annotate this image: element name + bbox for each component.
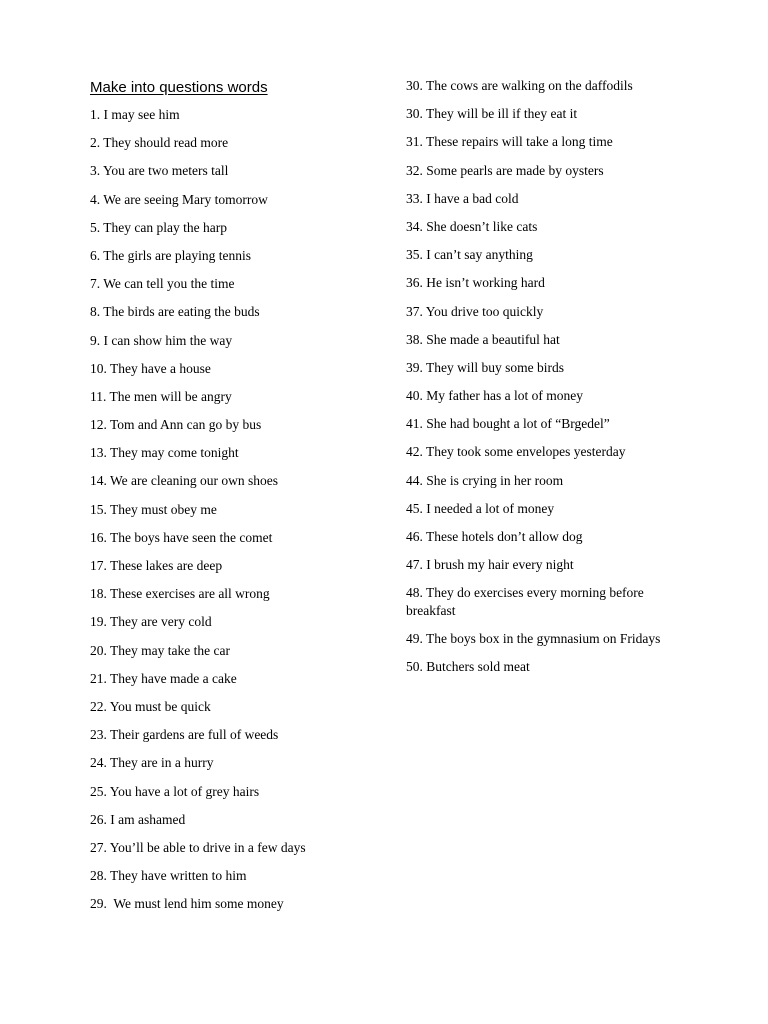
list-item: 3. You are two meters tall bbox=[90, 163, 229, 179]
right-column bbox=[406, 77, 696, 686]
page-title: Make into questions words bbox=[90, 79, 268, 96]
left-column bbox=[90, 78, 390, 923]
list-item: 9. I can show him the way bbox=[90, 332, 233, 348]
list-item: 28. They have written to him bbox=[90, 868, 247, 884]
list-item: 26. I am ashamed bbox=[90, 811, 186, 827]
list-item: 44. She is crying in her room bbox=[406, 472, 564, 488]
list-item: 24. They are in a hurry bbox=[90, 755, 214, 771]
list-item: 18. These exercises are all wrong bbox=[90, 586, 270, 602]
list-item: 39. They will buy some birds bbox=[406, 359, 564, 375]
list-item: 5. They can play the harp bbox=[90, 219, 227, 235]
list-item: 32. Some pearls are made by oysters bbox=[406, 162, 604, 178]
list-item: 38. She made a beautiful hat bbox=[406, 331, 560, 347]
list-item: 47. I brush my hair every night bbox=[406, 557, 574, 573]
right-sentence-list bbox=[406, 77, 696, 676]
list-item: 14. We are cleaning our own shoes bbox=[90, 473, 278, 489]
list-item: 4. We are seeing Mary tomorrow bbox=[90, 191, 268, 207]
list-item: 45. I needed a lot of money bbox=[406, 500, 555, 516]
list-item: 12. Tom and Ann can go by bus bbox=[90, 417, 262, 433]
list-item: 30. The cows are walking on the daffodils bbox=[406, 78, 633, 93]
list-item: 15. They must obey me bbox=[90, 501, 217, 517]
list-item: 23. Their gardens are full of weeds bbox=[90, 727, 279, 743]
list-item: 29. We must lend him some money bbox=[90, 896, 284, 912]
list-item: 16. The boys have seen the comet bbox=[90, 529, 273, 545]
list-item: 8. The birds are eating the buds bbox=[90, 304, 260, 320]
list-item: 40. My father has a lot of money bbox=[406, 388, 583, 404]
list-item: 27. You’ll be able to drive in a few days bbox=[90, 839, 306, 855]
list-item: 33. I have a bad cold bbox=[406, 190, 519, 206]
list-item: 49. The boys box in the gymnasium on Fridays bbox=[406, 631, 661, 647]
list-item: 22. You must be quick bbox=[90, 698, 211, 714]
list-item: 34. She doesn’t like cats bbox=[406, 218, 538, 234]
list-item: 11. The men will be angry bbox=[90, 388, 232, 404]
list-item: 36. He isn’t working hard bbox=[406, 275, 545, 291]
list-item: 35. I can’t say anything bbox=[406, 247, 533, 263]
list-item: 20. They may take the car bbox=[90, 642, 230, 658]
list-item: 50. Butchers sold meat bbox=[406, 659, 530, 675]
list-item: 10. They have a house bbox=[90, 360, 211, 376]
list-item: 7. We can tell you the time bbox=[90, 276, 235, 292]
list-item: 37. You drive too quickly bbox=[406, 303, 544, 319]
list-item: 19. They are very cold bbox=[90, 614, 212, 630]
list-item: 42. They took some envelopes yesterday bbox=[406, 444, 626, 460]
list-item: 17. These lakes are deep bbox=[90, 558, 223, 573]
left-sentence-list bbox=[90, 106, 390, 913]
list-item: 1. I may see him bbox=[90, 107, 180, 122]
list-item: 13. They may come tonight bbox=[90, 445, 239, 461]
list-item: 25. You have a lot of grey hairs bbox=[90, 783, 260, 799]
list-item: 30. They will be ill if they eat it bbox=[406, 106, 578, 122]
list-item: 41. She had bought a lot of “Brgedel” bbox=[406, 416, 610, 432]
list-item: 6. The girls are playing tennis bbox=[90, 247, 251, 263]
list-item: 2. They should read more bbox=[90, 135, 229, 151]
list-item: 31. These repairs will take a long time bbox=[406, 134, 613, 150]
list-item: 46. These hotels don’t allow dog bbox=[406, 529, 583, 544]
list-item: 21. They have made a cake bbox=[90, 670, 237, 686]
list-item: 48. They do exercises every morning before breakfast bbox=[406, 585, 648, 618]
